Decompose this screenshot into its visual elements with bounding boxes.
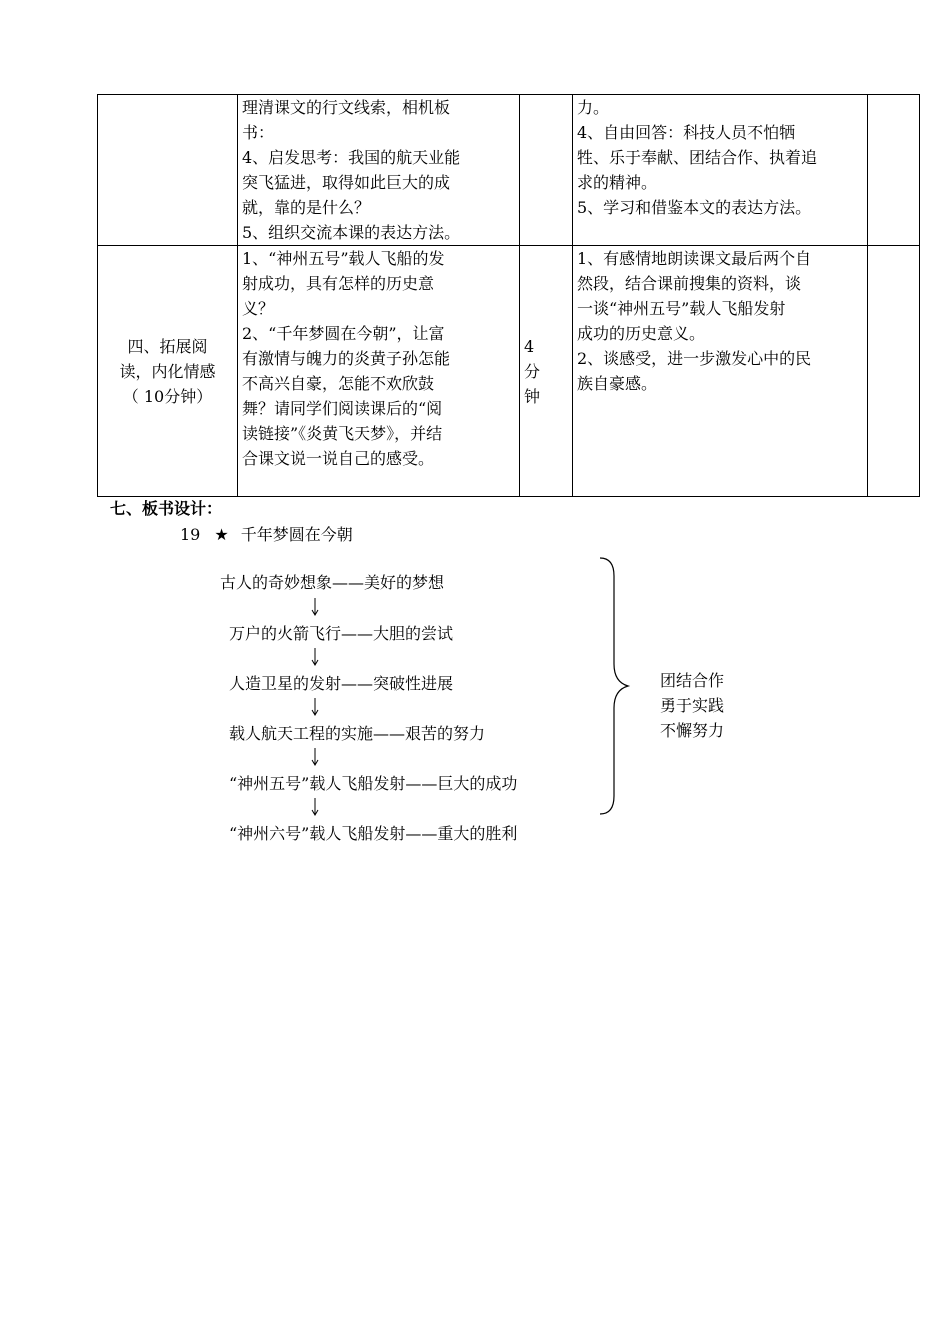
flow-step: “神州五号”载人飞船发射——巨大的成功 [229,774,518,793]
stage-cell [98,95,238,246]
notes-cell [868,95,920,246]
student-activity-cell [573,246,868,497]
time-cell [520,246,573,497]
text-line: 力。 [577,98,610,117]
text-line: 义？ [242,299,275,318]
summary-list [660,668,724,743]
down-arrow-icon [309,797,321,817]
text-line: 书： [242,123,275,142]
text-line: 理清课文的行文线索，相机板 [242,98,451,117]
table-row [98,95,920,246]
flow-step: 载人航天工程的实施——艰苦的努力 [229,724,486,743]
summary-item: 不懈努力 [660,721,725,740]
table-row [98,246,920,497]
down-arrow-icon [309,597,321,617]
text-line: 钟 [524,386,541,406]
text-line: 4、启发思考：我国的航天业能 [242,148,461,167]
text-line: 4 [524,336,535,356]
time-cell [520,95,573,246]
text-line: 四、拓展阅 [127,336,208,356]
text-line: 成功的历史意义。 [577,324,706,343]
text-line: （ 10分钟） [122,386,213,406]
text-line: 读，内化情感 [119,361,216,381]
text-line: 1、“神州五号”载人飞船的发 [242,249,445,268]
notes-cell [868,246,920,497]
down-arrow-icon [309,697,321,717]
summary-item: 团结合作 [660,671,725,690]
text-line: 4、自由回答：科技人员不怕牺 [577,123,796,142]
text-line: 族自豪感。 [577,374,658,393]
text-line: 突飞猛进，取得如此巨大的成 [242,173,451,192]
stage-cell [98,246,238,497]
down-arrow-icon [309,647,321,667]
flow-step: 万户的火箭飞行——大胆的尝试 [229,624,454,643]
text-line: 射成功，具有怎样的历史意 [242,274,435,293]
flow-step: “神州六号”载人飞船发射——重大的胜利 [229,824,518,843]
teacher-activity-cell [238,246,520,497]
text-line: 合课文说一说自己的感受。 [242,449,435,468]
text-line: 2、谈感受，进一步激发心中的民 [577,349,812,368]
flow-step: 古人的奇妙想象——美好的梦想 [220,573,445,592]
text-line: 有激情与魄力的炎黄子孙怎能 [242,349,451,368]
teacher-activity-cell [238,95,520,246]
board-heading [180,522,353,545]
text-line: 求的精神。 [577,173,658,192]
text-line: 就，靠的是什么？ [242,198,371,217]
text-line: 分 [524,361,541,381]
lesson-title: 千年梦圆在今朝 [240,525,353,544]
text-line: 2、“千年梦圆在今朝”，让富 [242,324,445,343]
text-line: 牲、乐于奉献、团结合作、执着追 [577,148,818,167]
text-line: 舞？请同学们阅读课后的“阅 [242,399,443,418]
text-line: 读链接”《炎黄飞天梦》，并结 [242,424,443,443]
right-brace-icon [596,556,636,820]
down-arrow-icon [309,747,321,767]
text-line: 1、有感情地朗读课文最后两个自 [577,249,812,268]
text-line: 一谈“神州五号”载人飞船发射 [577,299,786,318]
section-title: 七、板书设计： [110,499,223,518]
flow-step: 人造卫星的发射——突破性进展 [229,674,454,693]
summary-item: 勇于实践 [660,696,725,715]
lesson-number: 19 [180,525,201,544]
text-line: 5、学习和借鉴本文的表达方法。 [577,198,812,217]
text-line: 不高兴自豪，怎能不欢欣鼓 [242,374,435,393]
star-icon: ★ [214,525,229,544]
lesson-plan-table [97,94,920,497]
text-line: 然段，结合课前搜集的资料，谈 [577,274,802,293]
student-activity-cell [573,95,868,246]
text-line: 5、组织交流本课的表达方法。 [242,223,461,242]
